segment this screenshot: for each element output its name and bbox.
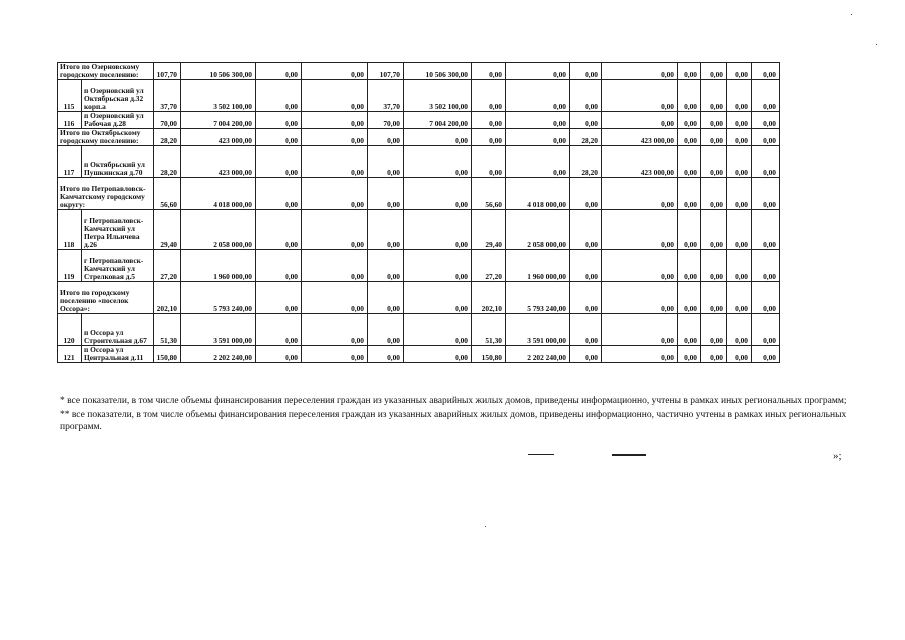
- value-cell: 0,00: [302, 178, 368, 210]
- value-cell: 150,80: [154, 346, 181, 363]
- value-cell: 0,00: [752, 250, 780, 282]
- value-cell: 0,00: [727, 146, 752, 178]
- table-row: [58, 80, 780, 112]
- value-cell: 28,20: [570, 129, 602, 146]
- value-cell: 0,00: [701, 129, 727, 146]
- value-cell: 0,00: [302, 112, 368, 129]
- address-cell: г Петропавловск-Камчатский ул Стрелковая д.5: [82, 250, 154, 282]
- value-cell: 0,00: [472, 112, 506, 129]
- value-cell: 0,00: [701, 210, 727, 250]
- value-cell: 202,10: [154, 282, 181, 314]
- value-cell: 0,00: [570, 63, 602, 80]
- subtotal-label: Итого по Озерновскому городскому поселению:: [58, 63, 154, 80]
- value-cell: 423 000,00: [602, 146, 678, 178]
- value-cell: 27,20: [154, 250, 181, 282]
- value-cell: 0,00: [404, 314, 472, 346]
- value-cell: 0,00: [302, 63, 368, 80]
- table-row: [58, 146, 780, 178]
- value-cell: 107,70: [154, 63, 181, 80]
- footnotes: [60, 395, 850, 435]
- value-cell: 0,00: [752, 146, 780, 178]
- value-cell: 0,00: [678, 250, 701, 282]
- value-cell: 0,00: [570, 210, 602, 250]
- value-cell: 0,00: [701, 282, 727, 314]
- value-cell: 1 960 000,00: [506, 250, 570, 282]
- subtotal-row: [58, 63, 780, 80]
- value-cell: 0,00: [472, 80, 506, 112]
- value-cell: 0,00: [602, 178, 678, 210]
- value-cell: 10 506 300,00: [404, 63, 472, 80]
- value-cell: 0,00: [752, 346, 780, 363]
- value-cell: 0,00: [302, 346, 368, 363]
- value-cell: 0,00: [752, 178, 780, 210]
- value-cell: 0,00: [678, 178, 701, 210]
- value-cell: 5 793 240,00: [181, 282, 256, 314]
- value-cell: 2 058 000,00: [506, 210, 570, 250]
- value-cell: 0,00: [701, 146, 727, 178]
- value-cell: 0,00: [472, 146, 506, 178]
- address-cell: п Озерновский ул Октябрьская д.32 корп.а: [82, 80, 154, 112]
- separator-dash-right: [612, 454, 646, 456]
- value-cell: 51,30: [154, 314, 181, 346]
- value-cell: 0,00: [404, 129, 472, 146]
- value-cell: 0,00: [727, 178, 752, 210]
- table-row: [58, 346, 780, 363]
- value-cell: 0,00: [678, 146, 701, 178]
- value-cell: 0,00: [256, 146, 302, 178]
- value-cell: 29,40: [472, 210, 506, 250]
- value-cell: 0,00: [701, 80, 727, 112]
- subtotal-row: [58, 129, 780, 146]
- value-cell: 0,00: [506, 129, 570, 146]
- value-cell: 5 793 240,00: [506, 282, 570, 314]
- row-number: 119: [58, 250, 82, 282]
- subtotal-row: [58, 282, 780, 314]
- value-cell: 0,00: [302, 210, 368, 250]
- value-cell: 7 004 200,00: [404, 112, 472, 129]
- value-cell: 0,00: [752, 129, 780, 146]
- table-row: [58, 250, 780, 282]
- value-cell: 0,00: [727, 250, 752, 282]
- value-cell: 0,00: [570, 346, 602, 363]
- value-cell: 0,00: [256, 250, 302, 282]
- value-cell: 0,00: [570, 178, 602, 210]
- value-cell: 0,00: [752, 282, 780, 314]
- value-cell: 0,00: [752, 210, 780, 250]
- value-cell: 0,00: [727, 112, 752, 129]
- value-cell: 0,00: [404, 250, 472, 282]
- value-cell: 0,00: [368, 282, 404, 314]
- row-number: 118: [58, 210, 82, 250]
- value-cell: 0,00: [368, 129, 404, 146]
- table-row: [58, 314, 780, 346]
- value-cell: 0,00: [368, 346, 404, 363]
- value-cell: 0,00: [506, 146, 570, 178]
- value-cell: 3 502 100,00: [404, 80, 472, 112]
- value-cell: 0,00: [256, 178, 302, 210]
- value-cell: 0,00: [368, 314, 404, 346]
- value-cell: 0,00: [602, 282, 678, 314]
- address-cell: п Озерновский ул Рабочая д.28: [82, 112, 154, 129]
- value-cell: 0,00: [404, 282, 472, 314]
- value-cell: 27,20: [472, 250, 506, 282]
- value-cell: 2 058 000,00: [181, 210, 256, 250]
- value-cell: 0,00: [570, 282, 602, 314]
- value-cell: 0,00: [727, 210, 752, 250]
- value-cell: 10 506 300,00: [181, 63, 256, 80]
- value-cell: 0,00: [752, 80, 780, 112]
- value-cell: 107,70: [368, 63, 404, 80]
- value-cell: 37,70: [368, 80, 404, 112]
- address-cell: п Оссора ул Строительная д.67: [82, 314, 154, 346]
- value-cell: 0,00: [256, 80, 302, 112]
- value-cell: 423 000,00: [602, 129, 678, 146]
- value-cell: 0,00: [256, 282, 302, 314]
- value-cell: 7 004 200,00: [181, 112, 256, 129]
- value-cell: 0,00: [472, 129, 506, 146]
- scan-speck: [876, 44, 877, 45]
- value-cell: 0,00: [727, 63, 752, 80]
- value-cell: 0,00: [256, 210, 302, 250]
- value-cell: 3 591 000,00: [506, 314, 570, 346]
- value-cell: 423 000,00: [181, 129, 256, 146]
- value-cell: 0,00: [678, 129, 701, 146]
- value-cell: 0,00: [404, 210, 472, 250]
- value-cell: 0,00: [678, 282, 701, 314]
- value-cell: 0,00: [678, 346, 701, 363]
- value-cell: 0,00: [256, 314, 302, 346]
- value-cell: 0,00: [506, 112, 570, 129]
- value-cell: 0,00: [701, 250, 727, 282]
- subtotal-label: Итого по Октябрьскому городскому поселению:: [58, 129, 154, 146]
- value-cell: 3 591 000,00: [181, 314, 256, 346]
- value-cell: 0,00: [602, 346, 678, 363]
- value-cell: 0,00: [678, 112, 701, 129]
- value-cell: 0,00: [368, 210, 404, 250]
- value-cell: 0,00: [602, 112, 678, 129]
- value-cell: 0,00: [701, 346, 727, 363]
- value-cell: 0,00: [701, 314, 727, 346]
- row-number: 115: [58, 80, 82, 112]
- table-row: [58, 112, 780, 129]
- value-cell: 0,00: [602, 250, 678, 282]
- value-cell: 0,00: [302, 282, 368, 314]
- value-cell: 0,00: [570, 314, 602, 346]
- value-cell: 0,00: [752, 112, 780, 129]
- value-cell: 0,00: [727, 282, 752, 314]
- value-cell: 37,70: [154, 80, 181, 112]
- value-cell: 0,00: [404, 146, 472, 178]
- value-cell: 0,00: [404, 346, 472, 363]
- value-cell: 0,00: [256, 63, 302, 80]
- value-cell: 423 000,00: [181, 146, 256, 178]
- value-cell: 0,00: [602, 314, 678, 346]
- value-cell: 0,00: [701, 178, 727, 210]
- value-cell: 2 202 240,00: [181, 346, 256, 363]
- value-cell: 0,00: [602, 63, 678, 80]
- value-cell: 0,00: [506, 63, 570, 80]
- value-cell: 0,00: [570, 112, 602, 129]
- value-cell: 0,00: [302, 314, 368, 346]
- value-cell: 0,00: [678, 80, 701, 112]
- table-row: [58, 210, 780, 250]
- value-cell: 0,00: [368, 250, 404, 282]
- value-cell: 51,30: [472, 314, 506, 346]
- address-cell: п Оссора ул Центральная д.11: [82, 346, 154, 363]
- value-cell: 0,00: [602, 210, 678, 250]
- value-cell: 0,00: [701, 63, 727, 80]
- housing-resettlement-table: [57, 62, 780, 363]
- value-cell: 70,00: [368, 112, 404, 129]
- subtotal-label: Итого по Петропавловск-Камчатскому городскому округу:: [58, 178, 154, 210]
- value-cell: 0,00: [302, 129, 368, 146]
- row-number: 120: [58, 314, 82, 346]
- value-cell: 0,00: [602, 80, 678, 112]
- value-cell: 0,00: [752, 63, 780, 80]
- value-cell: 29,40: [154, 210, 181, 250]
- row-number: 116: [58, 112, 82, 129]
- value-cell: 3 502 100,00: [181, 80, 256, 112]
- value-cell: 150,80: [472, 346, 506, 363]
- footnote-double-star: ** все показатели, в том числе объемы финансирования переселения граждан из указанных аварийных жилых домов, приведены информационно, частично учтены в рамках иных региональных программ.: [60, 409, 847, 432]
- address-cell: г Петропавловск-Камчатский ул Петра Ильичева д.26: [82, 210, 154, 250]
- value-cell: 0,00: [404, 178, 472, 210]
- value-cell: 2 202 240,00: [506, 346, 570, 363]
- subtotal-label: Итого по городскому поселению «поселок Оссора»:: [58, 282, 154, 314]
- row-number: 121: [58, 346, 82, 363]
- value-cell: 0,00: [727, 346, 752, 363]
- value-cell: 0,00: [368, 178, 404, 210]
- value-cell: 0,00: [727, 80, 752, 112]
- value-cell: 4 018 000,00: [506, 178, 570, 210]
- value-cell: 0,00: [727, 129, 752, 146]
- value-cell: 0,00: [678, 63, 701, 80]
- value-cell: 0,00: [302, 80, 368, 112]
- address-cell: п Октябрьский ул Пушкинская д.70: [82, 146, 154, 178]
- closing-quote: »;: [833, 450, 842, 462]
- value-cell: 70,00: [154, 112, 181, 129]
- scan-speck: [485, 526, 486, 527]
- scan-speck: [851, 14, 852, 15]
- value-cell: 28,20: [570, 146, 602, 178]
- value-cell: 0,00: [727, 314, 752, 346]
- value-cell: 0,00: [678, 314, 701, 346]
- subtotal-row: [58, 178, 780, 210]
- value-cell: 0,00: [256, 129, 302, 146]
- value-cell: 0,00: [302, 250, 368, 282]
- value-cell: 0,00: [302, 146, 368, 178]
- value-cell: 0,00: [368, 146, 404, 178]
- value-cell: 4 018 000,00: [181, 178, 256, 210]
- value-cell: 56,60: [472, 178, 506, 210]
- value-cell: 0,00: [752, 314, 780, 346]
- value-cell: 0,00: [472, 63, 506, 80]
- value-cell: 0,00: [256, 112, 302, 129]
- value-cell: 1 960 000,00: [181, 250, 256, 282]
- value-cell: 202,10: [472, 282, 506, 314]
- value-cell: 0,00: [256, 346, 302, 363]
- value-cell: 28,20: [154, 146, 181, 178]
- value-cell: 56,60: [154, 178, 181, 210]
- value-cell: 0,00: [678, 210, 701, 250]
- value-cell: 0,00: [570, 80, 602, 112]
- value-cell: 0,00: [506, 80, 570, 112]
- footnote-single-star: * все показатели, в том числе объемы финансирования переселения граждан из указанных аварийных жилых домов, приведены информационно, учтены в рамках иных региональных программ;: [60, 396, 847, 406]
- separator-dash-left: [528, 454, 554, 455]
- value-cell: 0,00: [570, 250, 602, 282]
- value-cell: 28,20: [154, 129, 181, 146]
- value-cell: 0,00: [701, 112, 727, 129]
- row-number: 117: [58, 146, 82, 178]
